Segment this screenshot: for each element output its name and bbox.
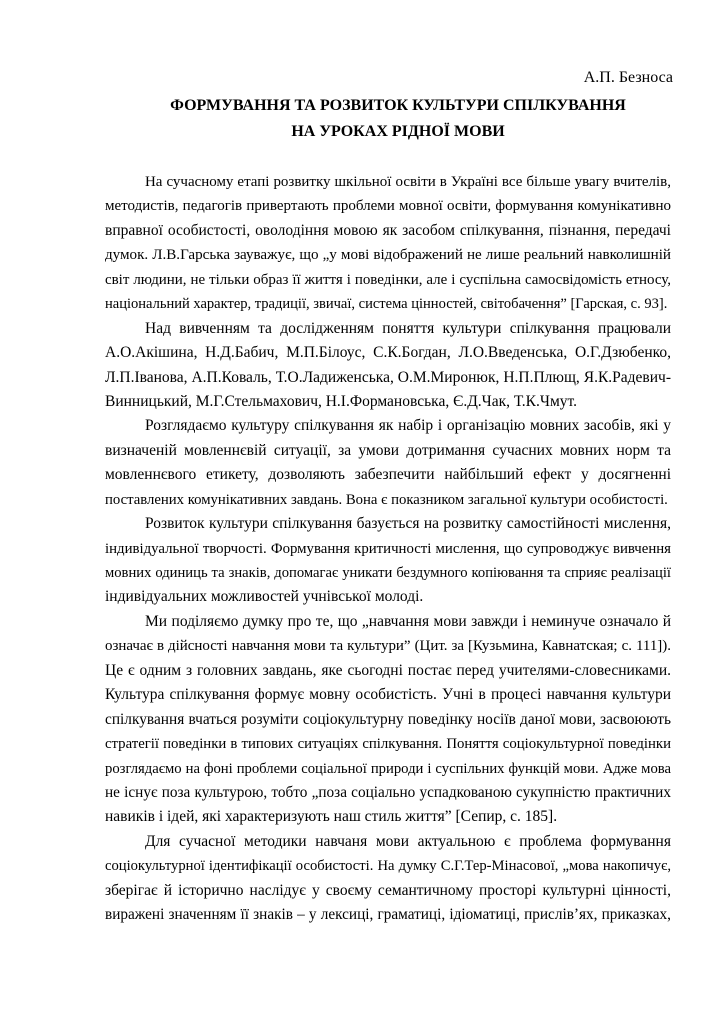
paragraph-line: методистів, педагогів привертають проблеми мовної освіти, формування комунікативно: [105, 198, 671, 215]
paragraph: [105, 512, 671, 610]
paragraph-line: вправної особистості, оволодіння мовою як засобом спілкування, пізнання, передачі: [105, 221, 671, 239]
paragraph-line: виражені значенням її знаків – у лексиці, граматиці, ідіоматиці, прислів’ях, приказках,: [105, 906, 671, 924]
author-name: А.П. Безноса: [583, 69, 673, 86]
paragraph: [105, 610, 671, 830]
paragraph-line: розглядаємо на фоні проблеми соціальної природи і суспільних функцій мови. Адже мова: [105, 760, 671, 777]
paragraph-line: Це є одним з головних завдань, яке сьогодні постає перед учителями-словесниками.: [105, 661, 671, 679]
paragraph-line: індивідуальних можливостей учнівської молоді.: [105, 588, 424, 606]
paragraph-line: зберігає й історично наслідує у своєму семантичному просторі культурні цінності,: [105, 881, 671, 899]
paragraph-line: На сучасному етапі розвитку шкільної освіти в Україні все більше увагу вчителів,: [145, 174, 671, 190]
paragraph-line: соціокультурної ідентифікації особистості. На думку С.Г.Тер-Мінасової, „мова накопичує,: [105, 858, 671, 875]
paragraph-line: Культура спілкування формує мовну особистість. Учні в процесі навчання культури: [105, 686, 671, 704]
paragraph-line: Винницький, М.Г.Стельмахович, Н.І.Формановська, Є.Д.Чак, Т.К.Чмут.: [105, 392, 577, 410]
paragraph-line: Для сучасної методики навчаня мови актуальною є проблема формування: [145, 832, 671, 850]
paragraph-line: навиків і ідей, які характеризують наш стиль життя” [Сепир, с. 185].: [105, 808, 558, 826]
paragraph-line: визначеній мовленнєвій ситуації, за умови дотримання сучасних мовних норм та: [105, 441, 671, 459]
paragraph-line: думок. Л.В.Гарська зауважує, що „у мові відображений не лише реальний навколишній: [105, 247, 671, 264]
paragraph-line: Ми поділяємо думку про те, що „навчання мови завжди і неминуче означало й: [145, 612, 671, 630]
document-title-line-2: НА УРОКАХ РІДНОЇ МОВИ: [291, 123, 505, 140]
paragraph-line: національний характер, традиції, звичаї, система цінностей, світобачення” [Гарская, с. 93].: [105, 296, 668, 313]
paragraph-line: світ людини, не тільки образ її життя і поведінки, але і суспільна самосвідомість етносу,: [105, 271, 671, 288]
paragraph-line: означає в дійсності навчання мови та культури” (Цит. за [Кузьмина, Кавнатская; с. 111]).: [105, 638, 671, 655]
paragraph-line: стратегії поведінки в типових ситуаціях спілкування. Поняття соціокультурної поведінки: [105, 736, 671, 753]
paragraph-line: не існує поза культурою, тобто „поза соціально успадкованою сукупністю практичних: [105, 783, 671, 801]
paragraph-line: поставлених комунікативних завдань. Вона є показником загальної культури особистості.: [105, 491, 668, 508]
document-title-line-1: ФОРМУВАННЯ ТА РОЗВИТОК КУЛЬТУРИ СПІЛКУВАННЯ: [170, 97, 626, 114]
paragraph-line: мовленнєвого етикету, дозволяють забезпечити найбільший ефект у досягненні: [105, 466, 671, 484]
paragraph: [105, 317, 671, 415]
document-body: [105, 170, 671, 928]
paragraph-line: спілкування вчаться розуміти соціокультурну поведінку носіїв даної мови, засвоюють: [105, 710, 671, 728]
paragraph-line: мовних одиниць та знаків, допомагає уникати бездумного копіювання та сприяє реалізації: [105, 565, 671, 581]
paragraph-line: Над вивченням та дослідженням поняття культури спілкування працювали: [145, 319, 671, 337]
paragraph-line: Розглядаємо культуру спілкування як набір і організацію мовних засобів, які у: [145, 417, 671, 435]
paragraph-line: Л.П.Іванова, А.П.Коваль, Т.О.Ладиженська, О.М.Миронюк, Н.П.Плющ, Я.К.Радевич-: [105, 368, 671, 386]
paragraph: [105, 830, 671, 928]
paragraph-line: індивідуальної творчості. Формування критичності мислення, що супроводжує вивчення: [105, 540, 671, 557]
paragraph-line: Розвиток культури спілкування базується на розвитку самостійності мислення,: [145, 515, 671, 533]
paragraph: [105, 170, 671, 317]
paragraph-line: А.О.Акішина, Н.Д.Бабич, М.П.Білоус, С.К.Богдан, Л.О.Введенська, О.Г.Дзюбенко,: [105, 344, 671, 362]
paragraph: [105, 414, 671, 512]
